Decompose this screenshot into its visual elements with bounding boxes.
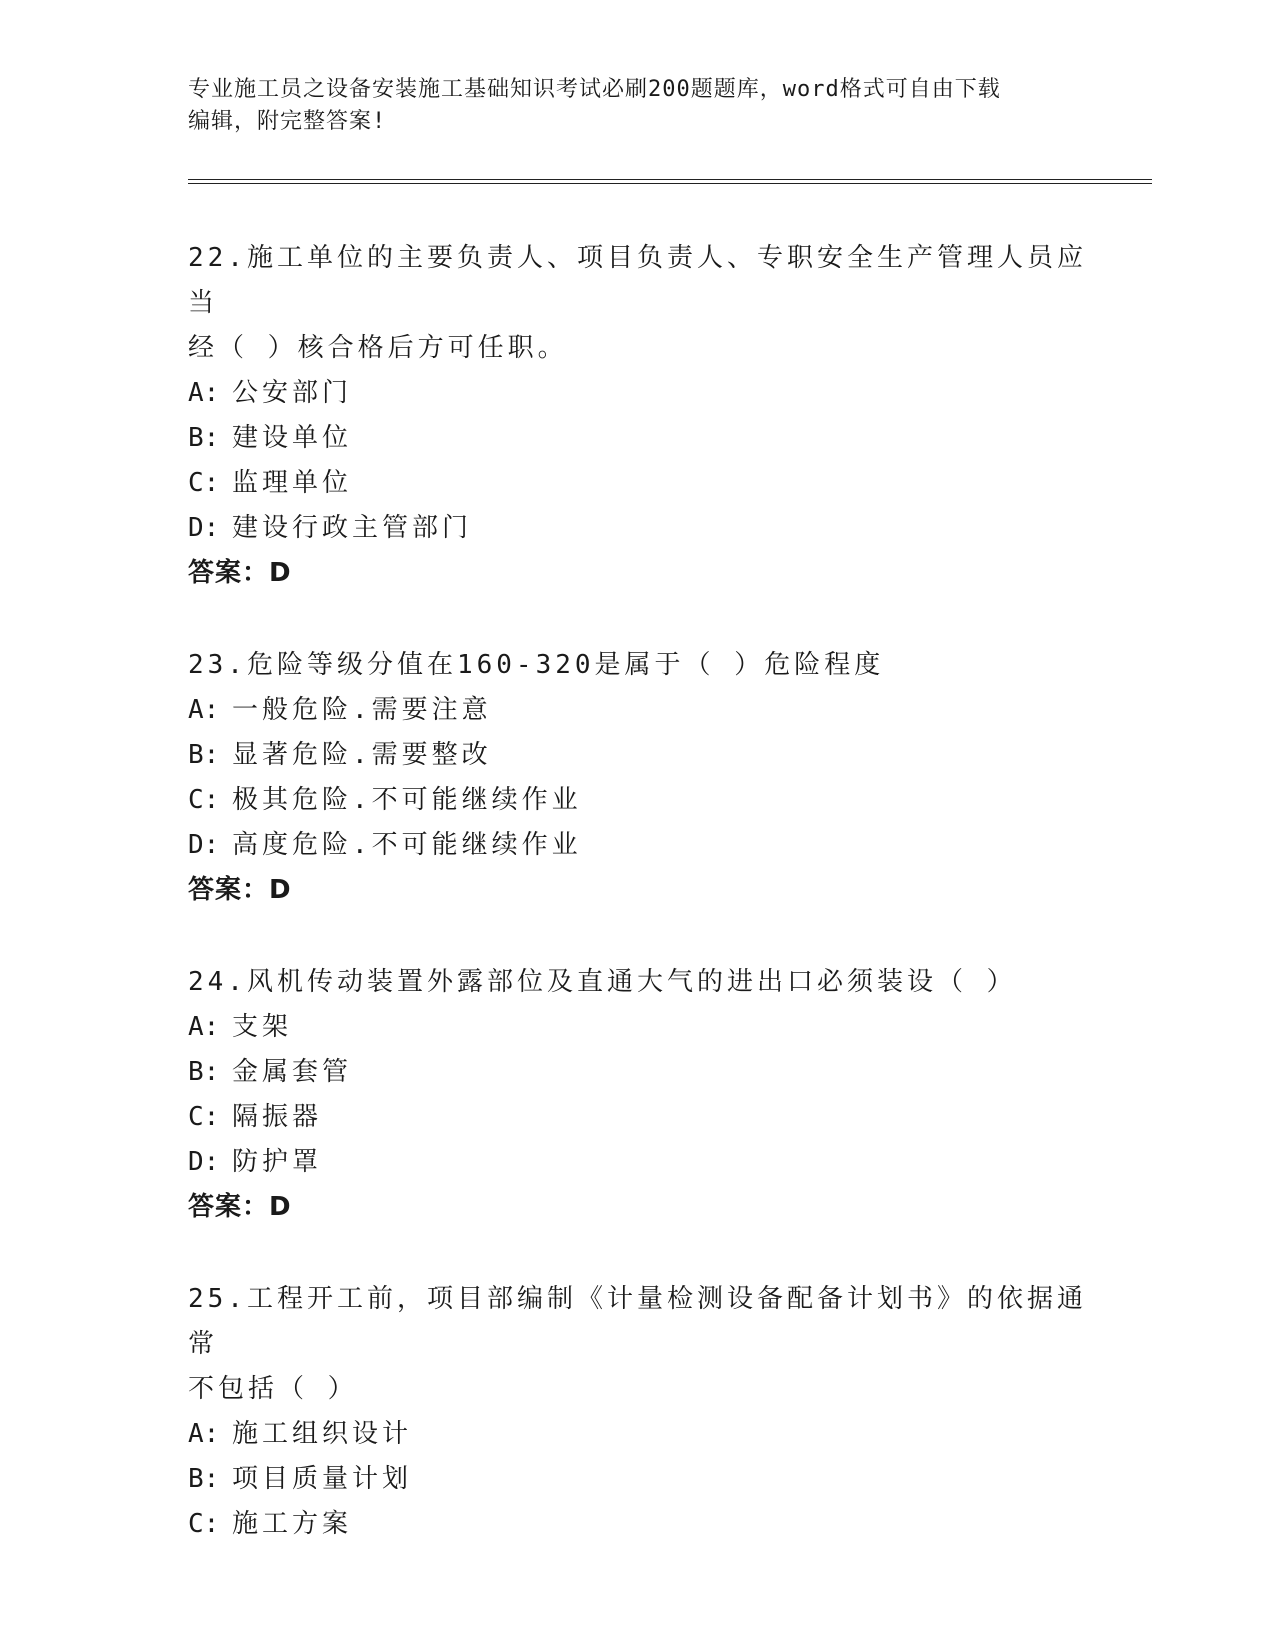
question-stem <box>188 960 1088 1005</box>
option-text: 高度危险.不可能继续作业 <box>232 830 582 860</box>
option-letter: C: <box>188 1102 220 1132</box>
question-text-line-1: 施工单位的主要负责人、项目负责人、专职安全生产管理人员应当 <box>188 243 1087 318</box>
header-line-1: 专业施工员之设备安装施工基础知识考试必刷200题题库，word格式可自由下载 <box>188 77 1001 102</box>
option-letter: D: <box>188 1147 220 1177</box>
answer-line: 答案：D <box>188 558 292 588</box>
document-header <box>188 74 1088 138</box>
option-text: 显著危险.需要整改 <box>232 740 492 770</box>
option-text: 金属套管 <box>232 1057 353 1087</box>
question-22 <box>188 236 1088 596</box>
option-letter: C: <box>188 1509 220 1539</box>
option-c <box>188 461 1088 506</box>
option-letter: B: <box>188 423 220 453</box>
question-number: 25. <box>188 1284 247 1314</box>
option-c <box>188 778 1088 823</box>
option-text: 一般危险.需要注意 <box>232 695 492 725</box>
question-number: 24. <box>188 967 247 997</box>
option-text: 建设行政主管部门 <box>232 513 473 543</box>
option-letter: C: <box>188 785 220 815</box>
question-number: 23. <box>188 650 247 680</box>
option-letter: B: <box>188 1464 220 1494</box>
option-letter: D: <box>188 513 220 543</box>
option-letter: A: <box>188 1419 220 1449</box>
option-text: 监理单位 <box>232 468 353 498</box>
header-double-rule <box>188 179 1152 184</box>
question-text-line-1: 危险等级分值在160-320是属于（ ）危险程度 <box>246 650 885 680</box>
question-number: 22. <box>188 243 247 273</box>
option-a <box>188 1005 1088 1050</box>
option-letter: B: <box>188 740 220 770</box>
question-text-line-1: 风机传动装置外露部位及直通大气的进出口必须装设（ ） <box>246 967 1017 997</box>
option-text: 隔振器 <box>232 1102 323 1132</box>
option-c <box>188 1502 1088 1547</box>
question-stem <box>188 1277 1088 1367</box>
option-letter: A: <box>188 1012 220 1042</box>
question-text-line-1: 工程开工前，项目部编制《计量检测设备配备计划书》的依据通常 <box>188 1284 1087 1359</box>
option-b <box>188 733 1088 778</box>
option-text: 施工组织设计 <box>232 1419 413 1449</box>
option-b <box>188 1457 1088 1502</box>
option-text: 施工方案 <box>232 1509 353 1539</box>
option-c <box>188 1095 1088 1140</box>
option-letter: A: <box>188 378 220 408</box>
option-a <box>188 1412 1088 1457</box>
question-stem <box>188 643 1088 688</box>
option-letter: A: <box>188 695 220 725</box>
option-b <box>188 1050 1088 1095</box>
option-d <box>188 823 1088 868</box>
option-text: 建设单位 <box>232 423 353 453</box>
question-stem <box>188 236 1088 326</box>
option-d <box>188 506 1088 551</box>
question-text-line-2: 不包括（ ） <box>188 1374 358 1404</box>
question-text-line-2: 经（ ）核合格后方可任职。 <box>188 333 568 363</box>
option-a <box>188 688 1088 733</box>
option-text: 公安部门 <box>232 378 353 408</box>
option-letter: D: <box>188 830 220 860</box>
option-text: 支架 <box>232 1012 293 1042</box>
option-letter: B: <box>188 1057 220 1087</box>
option-a <box>188 371 1088 416</box>
header-line-2: 编辑，附完整答案! <box>188 109 387 134</box>
question-24 <box>188 960 1088 1230</box>
option-text: 极其危险.不可能继续作业 <box>232 785 582 815</box>
option-letter: C: <box>188 468 220 498</box>
answer-line: 答案：D <box>188 1192 292 1222</box>
option-text: 防护罩 <box>232 1147 323 1177</box>
option-d <box>188 1140 1088 1185</box>
question-23 <box>188 643 1088 913</box>
option-b <box>188 416 1088 461</box>
answer-line: 答案：D <box>188 875 292 905</box>
question-25 <box>188 1277 1088 1547</box>
option-text: 项目质量计划 <box>232 1464 413 1494</box>
question-list <box>188 236 1088 1594</box>
